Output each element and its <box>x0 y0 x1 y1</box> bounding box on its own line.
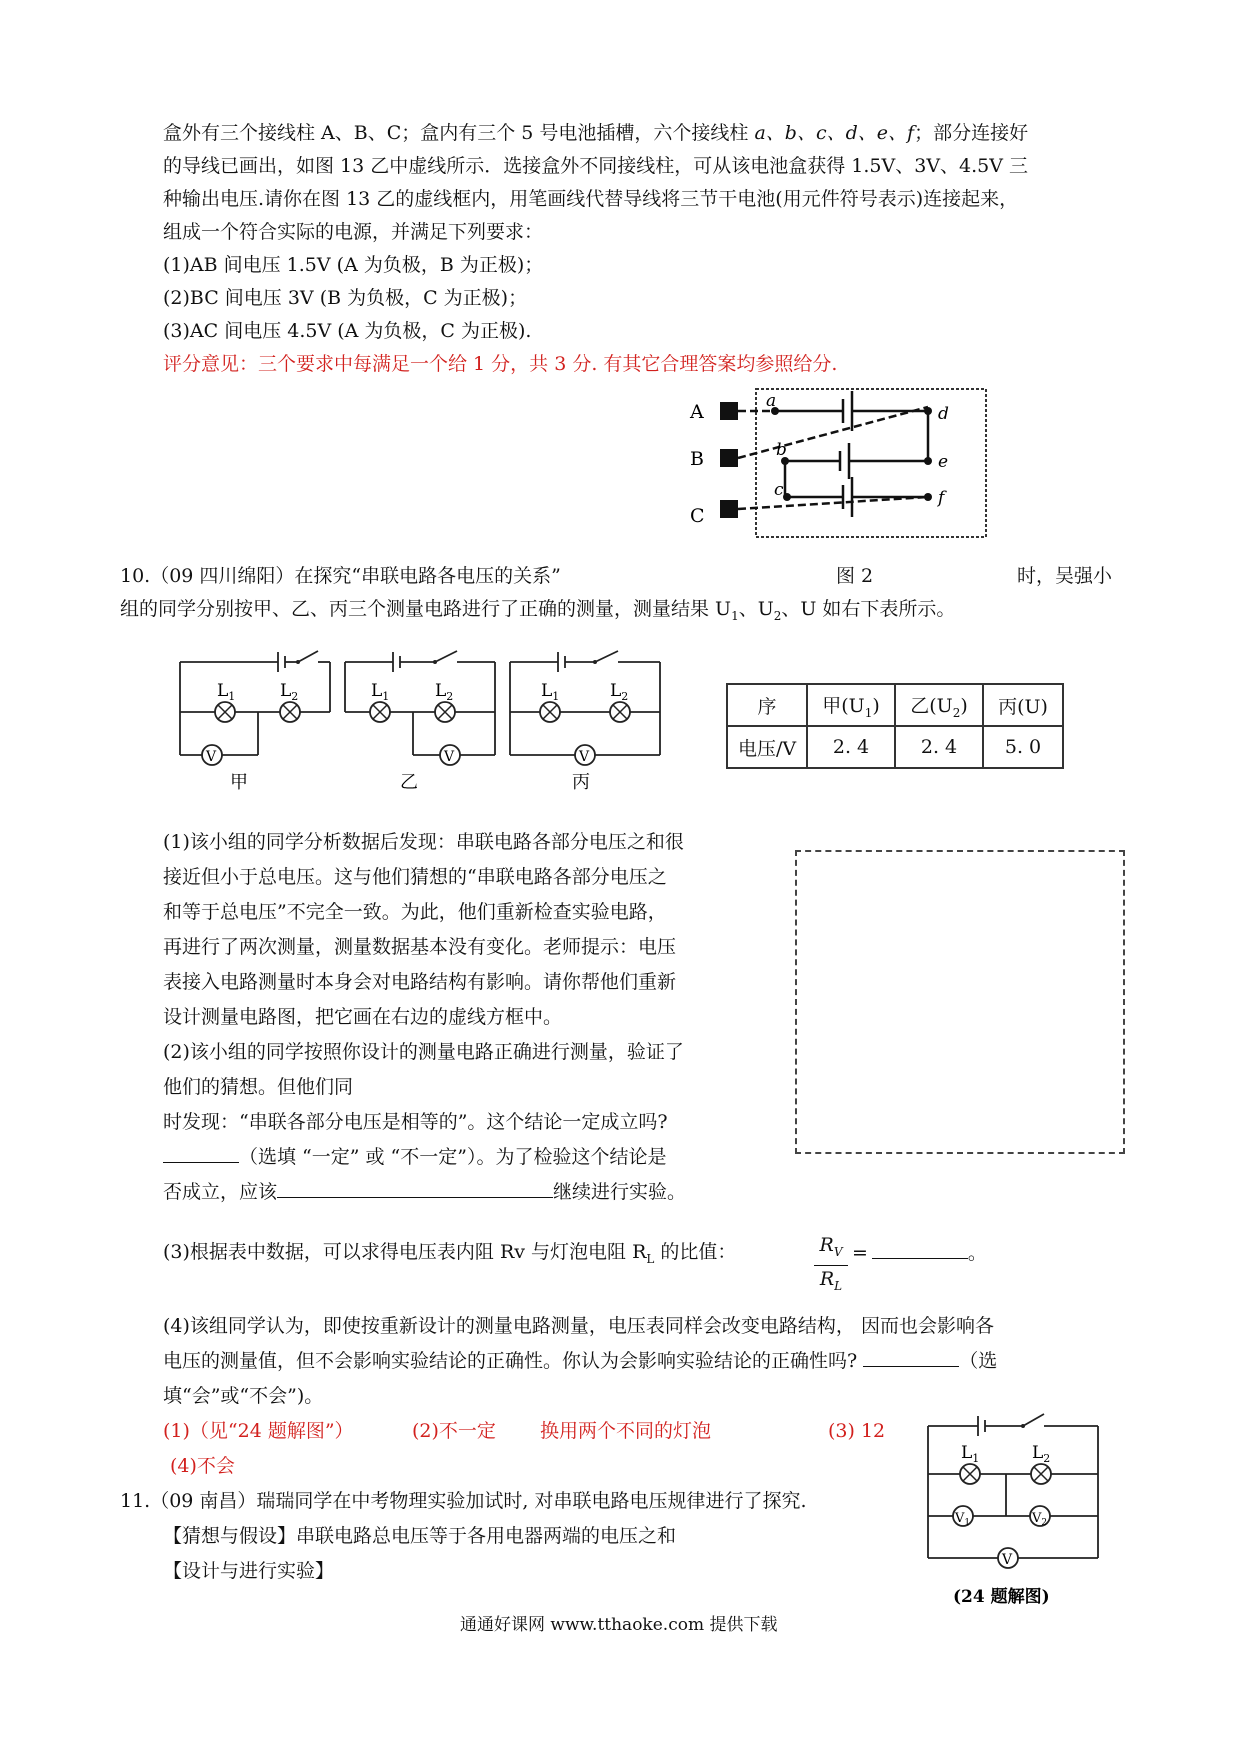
circuit-bing <box>510 651 660 793</box>
q10-p2-line-3: 时发现：“串联各部分电压是相等的”。这个结论一定成立吗? <box>163 1111 668 1133</box>
terminal-B <box>720 449 738 467</box>
answer-2: (2)不一定 <box>412 1420 496 1442</box>
intro-line-4: 组成一个符合实际的电源，并满足下列要求： <box>163 221 544 243</box>
svg-text:L2: $L_2$ <box>435 681 454 703</box>
svg-text:V2: $V_2$ <box>1032 1511 1048 1528</box>
q10-p3-text: (3)根据表中数据，可以求得电压表内阻 Rv 与灯泡电阻 $R_L$ 的比值： <box>163 1241 737 1266</box>
circuit-jia <box>180 651 330 793</box>
q10-line-1b: 时，吴强小 <box>1017 565 1113 587</box>
label-c: c <box>774 480 784 500</box>
q10-line-1a: 10.（09 四川绵阳）在探究“串联电路各电压的关系” <box>120 565 561 587</box>
scoring-note: 评分意见：三个要求中每满足一个给 1 分，共 3 分. 有其它合理答案均参照给分. <box>163 353 838 375</box>
q10-p4-line-1: (4)该组同学认为，即使按重新设计的测量电路测量，电压表同样会改变电路结构， 因而也会影响各 <box>163 1315 994 1337</box>
label-B: B <box>690 448 704 470</box>
svg-text:L2: $L_2$ <box>610 681 629 703</box>
voltage-table <box>726 683 1064 769</box>
solution-circuit-diagram <box>918 1406 1128 1616</box>
svg-text:V: V <box>206 749 217 765</box>
label-d: d <box>938 404 949 424</box>
figure-2-label: 图 2 <box>836 565 874 587</box>
q10-p1-line-6: 设计测量电路图，把它画在右边的虚线方框中。 <box>163 1006 563 1028</box>
label-e: e <box>938 452 949 472</box>
intro-line-1: 盒外有三个接线柱 A、B、C；盒内有三个 5 号电池插槽，六个接线柱 a、b、c、d、e、f；部分连接好 <box>163 122 1029 144</box>
q10-p2-line-5: 否成立，应该 继续进行实验。 <box>163 1181 687 1203</box>
intro-line-2: 的导线已画出，如图 13 乙中虚线所示．选接盒外不同接线柱，可从该电池盒获得 1.5V、3V、4.5V 三 <box>163 155 1029 177</box>
svg-text:L1: $L_1$ <box>371 681 390 703</box>
q11-line-2: 【猜想与假设】串联电路总电压等于各用电器两端的电压之和 <box>163 1525 677 1547</box>
ratio-fraction: $\frac{R_V}{R_L}$ <box>814 1232 848 1299</box>
label-b: b <box>776 440 787 460</box>
circuit-yi <box>345 651 495 793</box>
q11-line-3: 【设计与进行实验】 <box>163 1560 335 1582</box>
q11-line-1: 11.（09 南昌）瑞瑞同学在中考物理实验加试时, 对串联电路电压规律进行了探究. <box>120 1490 807 1512</box>
answer-2b: 换用两个不同的灯泡 <box>540 1420 712 1442</box>
three-circuits <box>170 640 710 800</box>
table-row: 序 甲$(U_1)$ 乙$(U_2)$ 丙(U) <box>727 684 1063 726</box>
q10-p2-line-1: (2)该小组的同学按照你设计的测量电路正确进行测量，验证了 <box>163 1041 684 1063</box>
svg-text:(24 题解图): (24 题解图) <box>953 1587 1050 1607</box>
q10-p1-line-3: 和等于总电压”不完全一致。为此，他们重新检查实验电路， <box>163 901 667 923</box>
svg-text:乙: 乙 <box>400 772 418 793</box>
label-a: a <box>766 391 777 411</box>
answer-blank-1[interactable] <box>163 1144 239 1163</box>
answer-1: (1)（见“24 题解图”） <box>163 1420 354 1442</box>
q10-line-2: 组的同学分别按甲、乙、丙三个测量电路进行了正确的测量，测量结果 $U_1$、$U_2$、U 如右下表所示。 <box>120 598 956 623</box>
svg-text:V: V <box>444 749 455 765</box>
intro-line-3: 种输出电压.请你在图 13 乙的虚线框内，用笔画线代替导线将三节干电池(用元件符号表示)连接起来， <box>163 188 1019 210</box>
svg-text:丙: 丙 <box>572 772 590 793</box>
q10-p4-line-2: 电压的测量值，但不会影响实验结论的正确性。你认为会影响实验结论的正确性吗? （选 <box>163 1350 998 1372</box>
svg-text:L1: $L_1$ <box>961 1443 980 1465</box>
terminal-C <box>720 500 738 518</box>
svg-text:L1: $L_1$ <box>541 681 560 703</box>
battery-box-diagram <box>680 385 1000 545</box>
answer-drawing-box[interactable] <box>795 850 1125 1154</box>
answer-blank-3[interactable] <box>872 1240 968 1259</box>
table-row: 电压/V 2. 4 2. 4 5. 0 <box>727 726 1063 768</box>
q10-p1-line-1: (1)该小组的同学分析数据后发现：串联电路各部分电压之和很 <box>163 831 684 853</box>
answer-3: (3) 12 <box>828 1420 886 1442</box>
svg-text:甲: 甲 <box>230 772 248 793</box>
q10-p4-line-3: 填“会”或“不会”)。 <box>163 1385 324 1407</box>
footer: 通通好课网 www.tthaoke.com 提供下载 <box>460 1615 778 1635</box>
label-A: A <box>690 401 704 423</box>
answer-blank-4[interactable] <box>863 1348 959 1367</box>
svg-text:V: V <box>579 749 590 765</box>
svg-text:L2: $L_2$ <box>1032 1443 1051 1465</box>
q10-p1-line-2: 接近但小于总电压。这与他们猜想的“串联电路各部分电压之 <box>163 866 667 888</box>
svg-text:L2: $L_2$ <box>280 681 299 703</box>
q10-p3-answer: = 。 <box>852 1242 987 1264</box>
svg-text:V: V <box>1002 1552 1013 1568</box>
q10-p1-line-4: 再进行了两次测量，测量数据基本没有变化。老师提示：电压 <box>163 936 677 958</box>
svg-text:L1: $L_1$ <box>217 681 236 703</box>
svg-text:V1: $V_1$ <box>955 1511 971 1528</box>
requirement-2: (2)BC 间电压 3V (B 为负极，C 为正极)； <box>163 287 528 309</box>
q10-p2-line-2: 他们的猜想。但他们同 <box>163 1076 354 1098</box>
requirement-1: (1)AB 间电压 1.5V (A 为负极，B 为正极)； <box>163 254 544 276</box>
label-f: f <box>938 488 945 508</box>
q10-p1-line-5: 表接入电路测量时本身会对电路结构有影响。请你帮他们重新 <box>163 971 677 993</box>
q10-p2-line-4: （选填 “一定” 或 “不一定”）。为了检验这个结论是 <box>163 1142 666 1172</box>
terminal-A <box>720 402 738 420</box>
answer-4: (4)不会 <box>170 1455 235 1477</box>
answer-blank-2[interactable] <box>277 1179 553 1198</box>
requirement-3: (3)AC 间电压 4.5V (A 为负极，C 为正极). <box>163 320 532 342</box>
label-C: C <box>690 505 705 527</box>
